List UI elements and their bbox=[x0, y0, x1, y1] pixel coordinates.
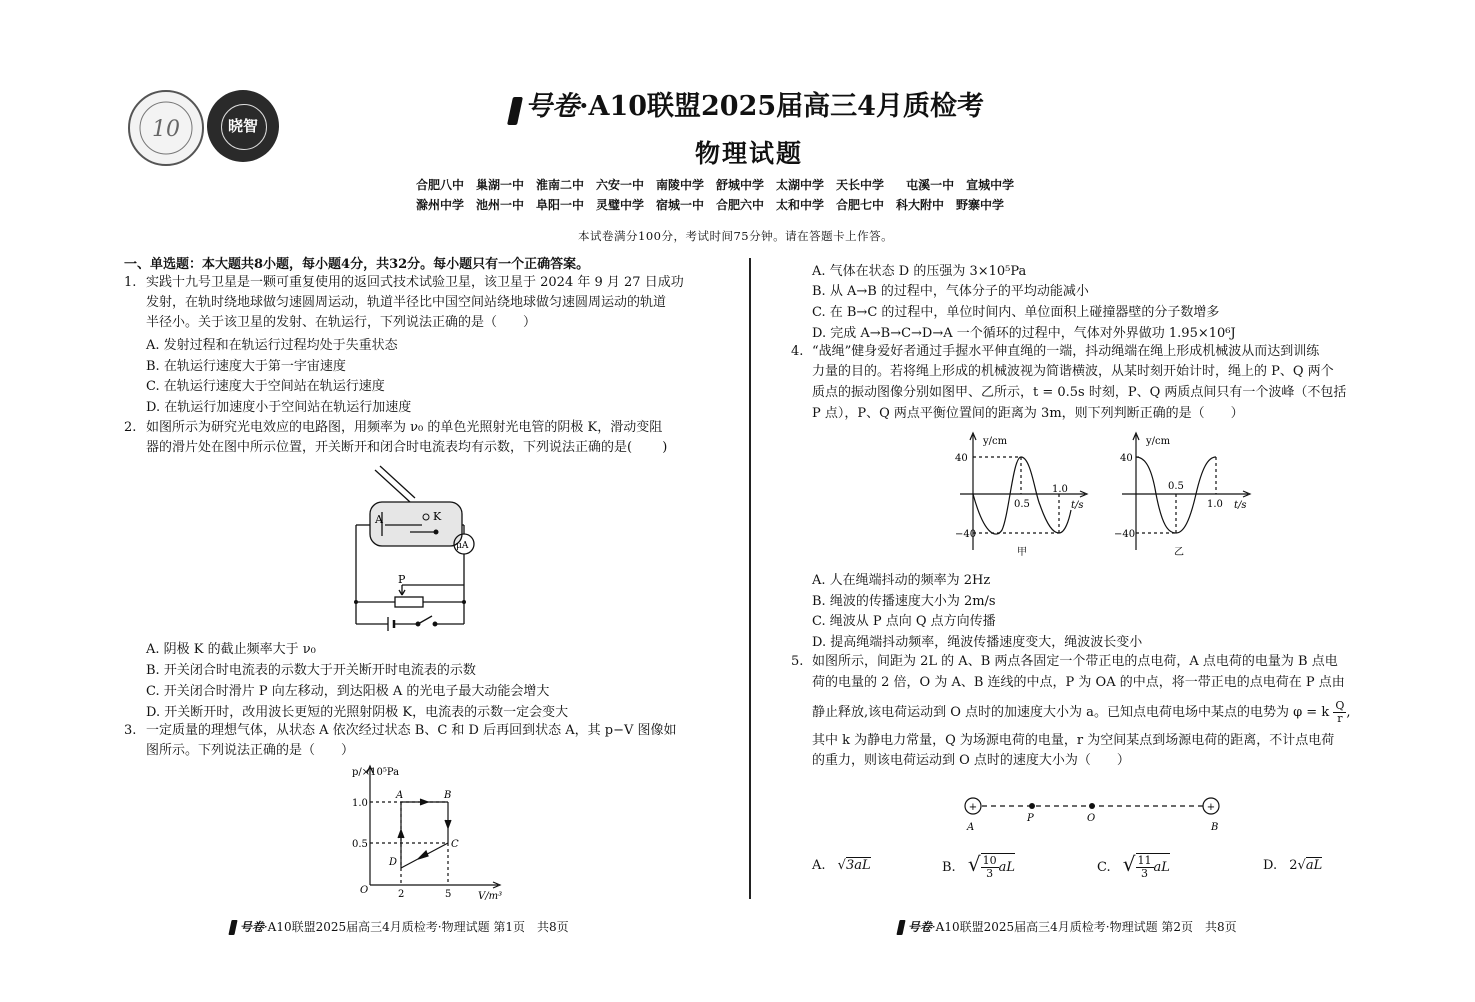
pv-origin: O bbox=[360, 885, 369, 896]
subject-title: 物理试题 bbox=[695, 139, 804, 168]
q5-line-3-text: 静止释放,该电荷运动到 O 点时的加速度大小为 a。已知点电荷电场中某点的电势为 φ = k bbox=[812, 705, 1330, 720]
page-title bbox=[510, 84, 984, 125]
vibration-graph-jia bbox=[955, 430, 1095, 560]
q1-line-1: 实践十九号卫星是一颗可重复使用的返回式技术试验卫星，该卫星于 2024 年 9 月 27 日成功 bbox=[146, 275, 684, 290]
q5-option-c-numerator: 11 bbox=[1137, 854, 1152, 867]
q5-option-c-tail: aL bbox=[1153, 860, 1170, 875]
sqrt-icon: √ bbox=[1297, 858, 1306, 873]
yi-caption: 乙 bbox=[1174, 547, 1184, 558]
yi-y-axis-label: y/cm bbox=[1146, 436, 1171, 447]
jia-tick-40: 40 bbox=[955, 453, 968, 464]
charge-a-label: A bbox=[967, 822, 975, 833]
pv-point-a: A bbox=[396, 790, 404, 801]
q4-line-4: P 点），P、Q 两点平衡位置间的距离为 3m，则下列判断正确的是（ ） bbox=[812, 406, 1244, 421]
brush-mark-icon bbox=[507, 97, 523, 125]
light-beam bbox=[375, 466, 415, 502]
pv-tick-05: 0.5 bbox=[352, 839, 368, 850]
yi-tick-10: 1.0 bbox=[1207, 499, 1223, 510]
jia-caption: 甲 bbox=[1017, 547, 1027, 558]
svg-text:+: + bbox=[1206, 802, 1216, 813]
q5-line-2: 荷的电量的 2 倍，O 为 A、B 连线的中点，P 为 OA 的中点，将一带正电的点电荷在 P 点由 bbox=[812, 675, 1345, 690]
q5-option-b-numerator: 10 bbox=[982, 854, 997, 867]
charges-figure bbox=[955, 792, 1235, 834]
q3-line-2: 图所示。下列说法正确的是（ ） bbox=[146, 743, 355, 758]
schools-line-2: 滁州中学 池州一中 阜阳一中 灵璧中学 宿城一中 合肥六中 太和中学 合肥七中 科大附中 野寨中学 bbox=[416, 198, 1005, 212]
q2-line-1: 如图所示为研究光电效应的电路图，用频率为 ν₀ 的单色光照射光电管的阴极 K，滑动变阻 bbox=[146, 420, 663, 435]
q5-option-d-value: aL bbox=[1305, 858, 1323, 873]
jia-x-axis-label: t/s bbox=[1071, 500, 1084, 511]
q3-option-c: C. 在 B→C 的过程中，单位时间内、单位面积上碰撞器壁的分子数增多 bbox=[812, 305, 1220, 320]
alliance-logo bbox=[128, 90, 204, 166]
q1-number: 1. bbox=[124, 275, 137, 290]
anode-label: A bbox=[375, 513, 383, 526]
q3-line-1: 一定质量的理想气体，从状态 A 依次经过状态 B、C 和 D 后再回到状态 A，其 p−V 图像如 bbox=[146, 723, 677, 738]
pv-tick-2: 2 bbox=[398, 889, 405, 900]
q5-option-a-label: A. bbox=[812, 858, 826, 873]
point-p-label: P bbox=[1027, 813, 1034, 824]
q5-line-1: 如图所示，间距为 2L 的 A、B 两点各固定一个带正电的点电荷，A 点电荷的电量为 B 点电 bbox=[812, 654, 1338, 669]
footer-right-brand: 号卷 bbox=[907, 920, 932, 934]
q5-line-3: 静止释放,该电荷运动到 O 点时的加速度大小为 a。已知点电荷电场中某点的电势为 φ = k $\frac{Q}{r}$ , bbox=[812, 699, 1351, 725]
footer-right-text: ·A10联盟2025届高三4月质检考·物理试题 第2页 共8页 bbox=[931, 920, 1237, 934]
potential-formula-fraction bbox=[1333, 700, 1346, 725]
section-heading: 一、单选题：本大题共8小题，每小题4分，共32分。每小题只有一个正确答案。 bbox=[124, 257, 590, 272]
q4-option-b: B. 绳波的传播速度大小为 2m/s bbox=[812, 594, 996, 609]
slider-label: P bbox=[398, 573, 406, 586]
yi-x-axis-label: t/s bbox=[1234, 500, 1247, 511]
yi-tick-m40: −40 bbox=[1114, 529, 1136, 540]
pv-point-d: D bbox=[389, 857, 398, 868]
q1-option-c: C. 在轨运行速度大于空间站在轨运行速度 bbox=[146, 379, 385, 394]
q3-option-b: B. 从 A→B 的过程中，气体分子的平均动能减小 bbox=[812, 284, 1089, 299]
pv-tick-5: 5 bbox=[445, 889, 452, 900]
meter-label: μA bbox=[456, 541, 469, 551]
q4-option-d: D. 提高绳端抖动频率，绳波传播速度变大，绳波波长变小 bbox=[812, 635, 1143, 650]
footer-left-text: ·A10联盟2025届高三4月质检考·物理试题 第1页 共8页 bbox=[263, 920, 569, 934]
charge-b-label: B bbox=[1211, 822, 1219, 833]
q3-number: 3. bbox=[124, 723, 137, 738]
brush-mark-icon bbox=[228, 920, 237, 935]
q5-line-4: 其中 k 为静电力常量，Q 为场源电荷的电量，r 为空间某点到场源电荷的距离，不计点电荷 bbox=[812, 733, 1335, 748]
footer-left bbox=[230, 918, 569, 935]
footer-right bbox=[898, 918, 1237, 935]
q5-option-b-denominator: 3 bbox=[986, 867, 994, 880]
sqrt-icon: √ bbox=[837, 858, 846, 873]
pv-point-c: C bbox=[451, 839, 459, 850]
q5-option-c-denominator: 3 bbox=[1141, 867, 1149, 880]
jia-tick-m40: −40 bbox=[955, 529, 977, 540]
waveform-jia bbox=[973, 457, 1071, 534]
q2-option-a: A. 阴极 K 的截止频率大于 ν₀ bbox=[146, 642, 316, 657]
photoelectric-circuit-figure bbox=[340, 462, 480, 634]
q1-line-3: 半径小。关于该卫星的发射、在轨运行，下列说法正确的是（ ） bbox=[146, 315, 537, 330]
q4-number: 4. bbox=[791, 344, 804, 359]
jia-tick-05: 0.5 bbox=[1014, 499, 1030, 510]
rheostat bbox=[395, 597, 423, 607]
pv-y-axis-label: p/×10⁵Pa bbox=[352, 767, 400, 778]
q5-option-a bbox=[812, 858, 871, 873]
q4-option-a: A. 人在绳端抖动的频率为 2Hz bbox=[812, 573, 991, 588]
exam-note: 本试卷满分100分，考试时间75分钟。请在答题卡上作答。 bbox=[578, 229, 894, 243]
q2-option-b: B. 开关闭合时电流表的示数大于开关断开时电流表的示数 bbox=[146, 663, 476, 678]
q2-option-d: D. 开关断开时，改用波长更短的光照射阴极 K，电流表的示数一定会变大 bbox=[146, 705, 569, 720]
q5-option-d-label: D. bbox=[1263, 858, 1278, 873]
yi-tick-05: 0.5 bbox=[1168, 481, 1184, 492]
wanzhi-logo bbox=[207, 90, 279, 162]
q4-line-3: 质点的振动图像分别如图甲、乙所示，t = 0.5s 时刻，P、Q 两质点间只有一个波峰（不包括 bbox=[812, 385, 1347, 400]
q2-number: 2. bbox=[124, 420, 137, 435]
q1-option-b: B. 在轨运行速度大于第一宇宙速度 bbox=[146, 359, 346, 374]
q4-line-1: “战绳”健身爱好者通过手握水平伸直绳的一端，抖动绳端在绳上形成机械波从而达到训练 bbox=[812, 344, 1320, 359]
schools-line-1: 合肥八中 巢湖一中 淮南二中 六安一中 南陵中学 舒城中学 太湖中学 天长中学 屯溪一中 宣城中学 bbox=[416, 178, 1015, 192]
formula-numerator: Q bbox=[1335, 699, 1345, 712]
wanzhi-logo-char: 晓智 bbox=[227, 117, 258, 135]
brand-name: 号卷 bbox=[525, 91, 580, 122]
column-divider bbox=[749, 258, 751, 899]
q2-line-2: 器的滑片处在图中所示位置，开关断开和闭合时电流表均有示数，下列说法正确的是( ) bbox=[146, 440, 668, 455]
jia-tick-10: 1.0 bbox=[1052, 484, 1068, 495]
footer-left-brand: 号卷 bbox=[239, 920, 264, 934]
q1-option-a: A. 发射过程和在轨运行过程均处于失重状态 bbox=[146, 338, 398, 353]
vibration-graph-yi bbox=[1112, 430, 1252, 560]
q1-line-2: 发射，在轨时绕地球做匀速圆周运动，轨道半径比中国空间站绕地球做匀速圆周运动的轨道 bbox=[146, 295, 667, 310]
q5-option-b-tail: aL bbox=[998, 860, 1015, 875]
q3-option-a: A. 气体在状态 D 的压强为 3×10⁵Pa bbox=[812, 264, 1027, 279]
q4-line-2: 力量的目的。若将绳上形成的机械波视为简谐横波，从某时刻开始计时，绳上的 P、Q 两个 bbox=[812, 364, 1334, 379]
point-o-label: O bbox=[1087, 813, 1096, 824]
q5-number: 5. bbox=[791, 654, 804, 669]
q5-option-d bbox=[1263, 858, 1322, 873]
q5-option-d-coef: 2 bbox=[1289, 858, 1298, 873]
formula-denominator: r bbox=[1337, 712, 1343, 725]
q3-option-d: D. 完成 A→B→C→D→A 一个循环的过程中，气体对外界做功 1.95×10⁶J bbox=[812, 326, 1236, 341]
svg-text:+: + bbox=[968, 802, 978, 813]
q5-option-b bbox=[942, 852, 1015, 880]
svg-text:10: 10 bbox=[152, 117, 180, 142]
pv-tick-1: 1.0 bbox=[352, 798, 368, 809]
pv-point-b: B bbox=[444, 790, 452, 801]
cathode-label: K bbox=[433, 510, 442, 523]
q5-line-5: 的重力，则该电荷运动到 O 点时的速度大小为（ ） bbox=[812, 753, 1130, 768]
q5-option-a-value: 3aL bbox=[845, 858, 871, 873]
title-rest: ·A10联盟2025届高三4月质检考 bbox=[579, 91, 984, 122]
pv-x-axis-label: V/m³ bbox=[478, 891, 503, 900]
q5-option-c-label: C. bbox=[1097, 860, 1111, 875]
phototube bbox=[370, 502, 462, 546]
brush-mark-icon bbox=[896, 920, 905, 935]
q4-option-c: C. 绳波从 P 点向 Q 点方向传播 bbox=[812, 614, 996, 629]
sqrt-icon: √ bbox=[967, 852, 981, 876]
yi-tick-40: 40 bbox=[1120, 453, 1133, 464]
q5-option-c bbox=[1097, 852, 1170, 880]
q1-option-d: D. 在轨运行加速度小于空间站在轨运行加速度 bbox=[146, 400, 412, 415]
q2-option-c: C. 开关闭合时滑片 P 向左移动，到达阳极 A 的光电子最大动能会增大 bbox=[146, 684, 550, 699]
jia-y-axis-label: y/cm bbox=[983, 436, 1008, 447]
q5-option-b-label: B. bbox=[942, 860, 956, 875]
pv-graph bbox=[348, 760, 518, 900]
sqrt-icon: √ bbox=[1122, 852, 1136, 876]
